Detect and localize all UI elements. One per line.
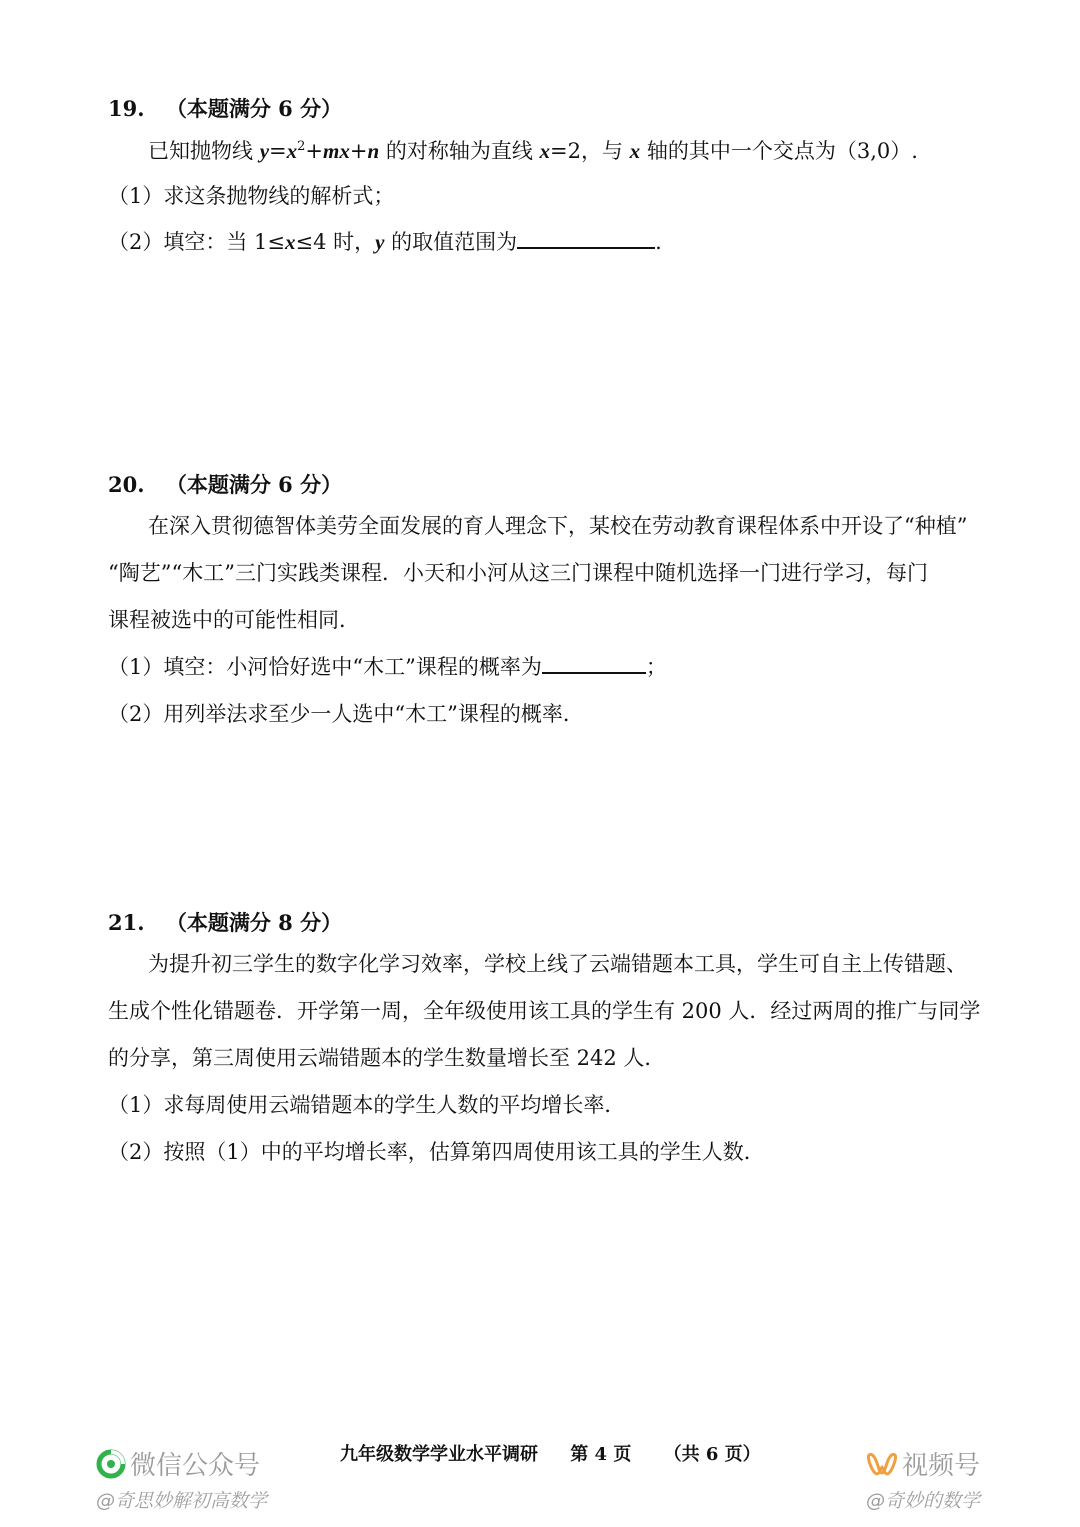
q19-eq-n: n [367,139,380,163]
wechat-official-account-icon [96,1449,126,1479]
q19-header [108,93,342,123]
q21-number: 21. [108,910,145,935]
watermark-right-label: 视频号 [902,1451,981,1481]
q20-line1: 在深入贯彻德智体美劳全面发展的育人理念下，某校在劳动教育课程体系中开设了“种植” [148,514,968,538]
watermark-right-handle: @奇妙的数学 [866,1490,981,1512]
q19-eq-plus-1: + [305,139,324,163]
q20-part1-end: ； [645,655,667,679]
q19-stem-post: 轴的其中一个交点为（3,0）. [640,139,918,163]
q19-score: （本题满分 6 分） [165,96,343,121]
q20-score: （本题满分 6 分） [165,472,343,497]
q20-part1 [108,657,667,678]
q21-line2: 生成个性化错题卷．开学第一周，全年级使用该工具的学生有 200 人．经过两周的推广与同学 [108,999,981,1023]
q19-part2-x: x [285,230,296,254]
q21-line1: 为提升初三学生的数字化学习效率，学校上线了云端错题本工具，学生可自主上传错题、 [148,952,967,976]
q20-part1-pre: （1）填空：小河恰好选中“木工”课程的概率为 [108,655,542,679]
q19-number: 19. [108,96,145,121]
q19-eq-mx: mx [323,139,350,163]
q19-eq-plus-2: + [349,139,368,163]
footer-page-number: 第 4 页 [570,1444,632,1465]
q21-part2: （2）按照（1）中的平均增长率，估算第四周使用该工具的学生人数． [108,1140,765,1164]
q21-header [108,907,342,937]
q19-eq-y: y [259,139,270,163]
q19-axis-val: =2，与 [550,139,630,163]
q19-part2 [108,232,662,253]
q19-stem-pre: 已知抛物线 [148,139,260,163]
q20-line3: 课程被选中的可能性相同． [108,608,360,632]
watermark-left [96,1445,267,1513]
q21-score: （本题满分 8 分） [165,910,343,935]
q19-eq-x: x [286,139,298,163]
q19-axis-x: x [539,139,551,163]
q19-part2-post: 的取值范围为 [384,230,518,254]
q19-stem [148,141,918,162]
q19-eq-equals: = [269,139,287,163]
watermark-left-handle: @奇思妙解初高数学 [96,1490,268,1512]
q20-header [108,469,342,499]
q19-eq-exponent: 2 [297,139,306,154]
q20-line2: “陶艺”“木工”三门实践类课程．小天和小河从这三门课程中随机选择一门进行学习，每门 [108,561,928,585]
q19-part2-mid: ≤4 时， [295,230,376,254]
q19-axis-x2: x [629,139,641,163]
q19-answer-blank[interactable] [517,247,655,249]
footer-total-pages: （共 6 页） [663,1444,761,1465]
q19-part1: （1）求这条抛物线的解析式； [108,184,395,208]
q19-part2-end: . [655,230,662,254]
watermark-right [866,1445,980,1513]
q19-part2-y: y [375,230,385,254]
q21-line3: 的分享，第三周使用云端错题本的学生数量增长至 242 人． [108,1046,666,1070]
wechat-channels-icon [866,1449,898,1479]
q21-part1: （1）求每周使用云端错题本的学生人数的平均增长率． [108,1093,626,1117]
q20-part2: （2）用列举法求至少一人选中“木工”课程的概率． [108,702,584,726]
q19-stem-mid: 的对称轴为直线 [379,139,540,163]
page-footer [340,1440,761,1466]
q19-part2-pre: （2）填空：当 1≤ [108,230,285,254]
q20-answer-blank[interactable] [542,672,646,674]
watermark-left-label: 微信公众号 [130,1451,261,1481]
q20-number: 20. [108,472,145,497]
footer-exam-title: 九年级数学学业水平调研 [340,1444,538,1465]
